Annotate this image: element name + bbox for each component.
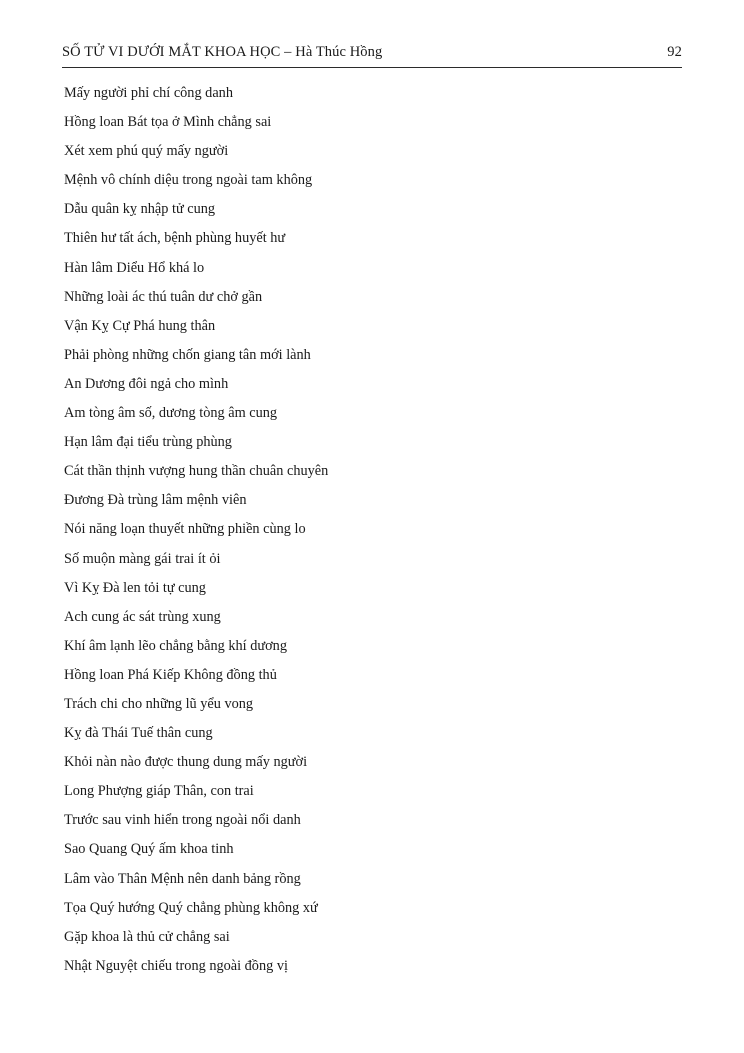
verse-line: Dẫu quân kỵ nhập tử cung xyxy=(64,201,216,218)
verse-line: Trước sau vinh hiển trong ngoài nổi danh xyxy=(64,812,301,829)
verse-line: Hồng loan Bát tọa ở Mình chẳng sai xyxy=(64,114,272,131)
verse-line: Hồng loan Phá Kiếp Không đồng thủ xyxy=(64,666,277,683)
verse-line: Khí âm lạnh lẽo chẳng bằng khí dương xyxy=(64,637,287,654)
verse-line: Nhật Nguyệt chiếu trong ngoài đồng vị xyxy=(64,957,288,974)
verse-line: Tọa Quý hướng Quý chẳng phùng không xứ xyxy=(64,899,318,916)
verse-line: Nói năng loạn thuyết những phiền cùng lo xyxy=(64,521,306,538)
verse-line: Gặp khoa là thủ cử chẳng sai xyxy=(64,928,230,945)
verse-line: Lâm vào Thân Mệnh nên danh bảng rồng xyxy=(64,870,301,887)
verse-line: Số muộn màng gái trai ít ỏi xyxy=(64,550,221,567)
verse-line: Vận Kỵ Cự Phá hung thân xyxy=(64,317,216,334)
verse-line: Sao Quang Quý ấm khoa tinh xyxy=(64,841,234,858)
verse-line: Kỵ đà Thái Tuế thân cung xyxy=(64,725,213,742)
verse-line: Hàn lâm Diểu Hổ khá lo xyxy=(64,259,205,276)
header-title: SỐ TỬ VI DƯỚI MẮT KHOA HỌC – Hà Thúc Hồng xyxy=(62,44,383,60)
page-header xyxy=(62,44,682,68)
verse-line: Khỏi nàn nào được thung dung mấy người xyxy=(64,754,308,771)
verse-line: Những loài ác thú tuân dư chở gần xyxy=(64,288,263,305)
verse-line: Am tòng âm số, dương tòng âm cung xyxy=(64,405,278,422)
verse-line: Phải phòng những chốn giang tân mới lành xyxy=(64,346,311,363)
verse-line: Xét xem phú quý mấy người xyxy=(64,143,229,160)
verse-line: Cát thần thịnh vượng hung thần chuân chuyên xyxy=(64,463,329,480)
verse-line: Đương Đà trùng lâm mệnh viên xyxy=(64,492,247,509)
verse-line: Trách chi cho những lũ yểu vong xyxy=(64,695,254,712)
verse-line: Mấy người phỉ chí công danh xyxy=(64,85,233,101)
verse-list xyxy=(62,86,682,973)
verse-line: Thiên hư tất ách, bệnh phùng huyết hư xyxy=(64,230,286,247)
verse-line: Ach cung ác sát trùng xung xyxy=(64,608,221,625)
verse-line: Mệnh vô chính diệu trong ngoài tam không xyxy=(64,172,313,189)
verse-line: Vì Kỵ Đà len tỏi tự cung xyxy=(64,579,206,596)
verse-line: Hạn lâm đại tiểu trùng phùng xyxy=(64,434,232,451)
verse-line: Long Phượng giáp Thân, con trai xyxy=(64,783,254,800)
page-number: 92 xyxy=(667,44,682,60)
verse-line: An Dương đôi ngả cho mình xyxy=(64,375,229,392)
